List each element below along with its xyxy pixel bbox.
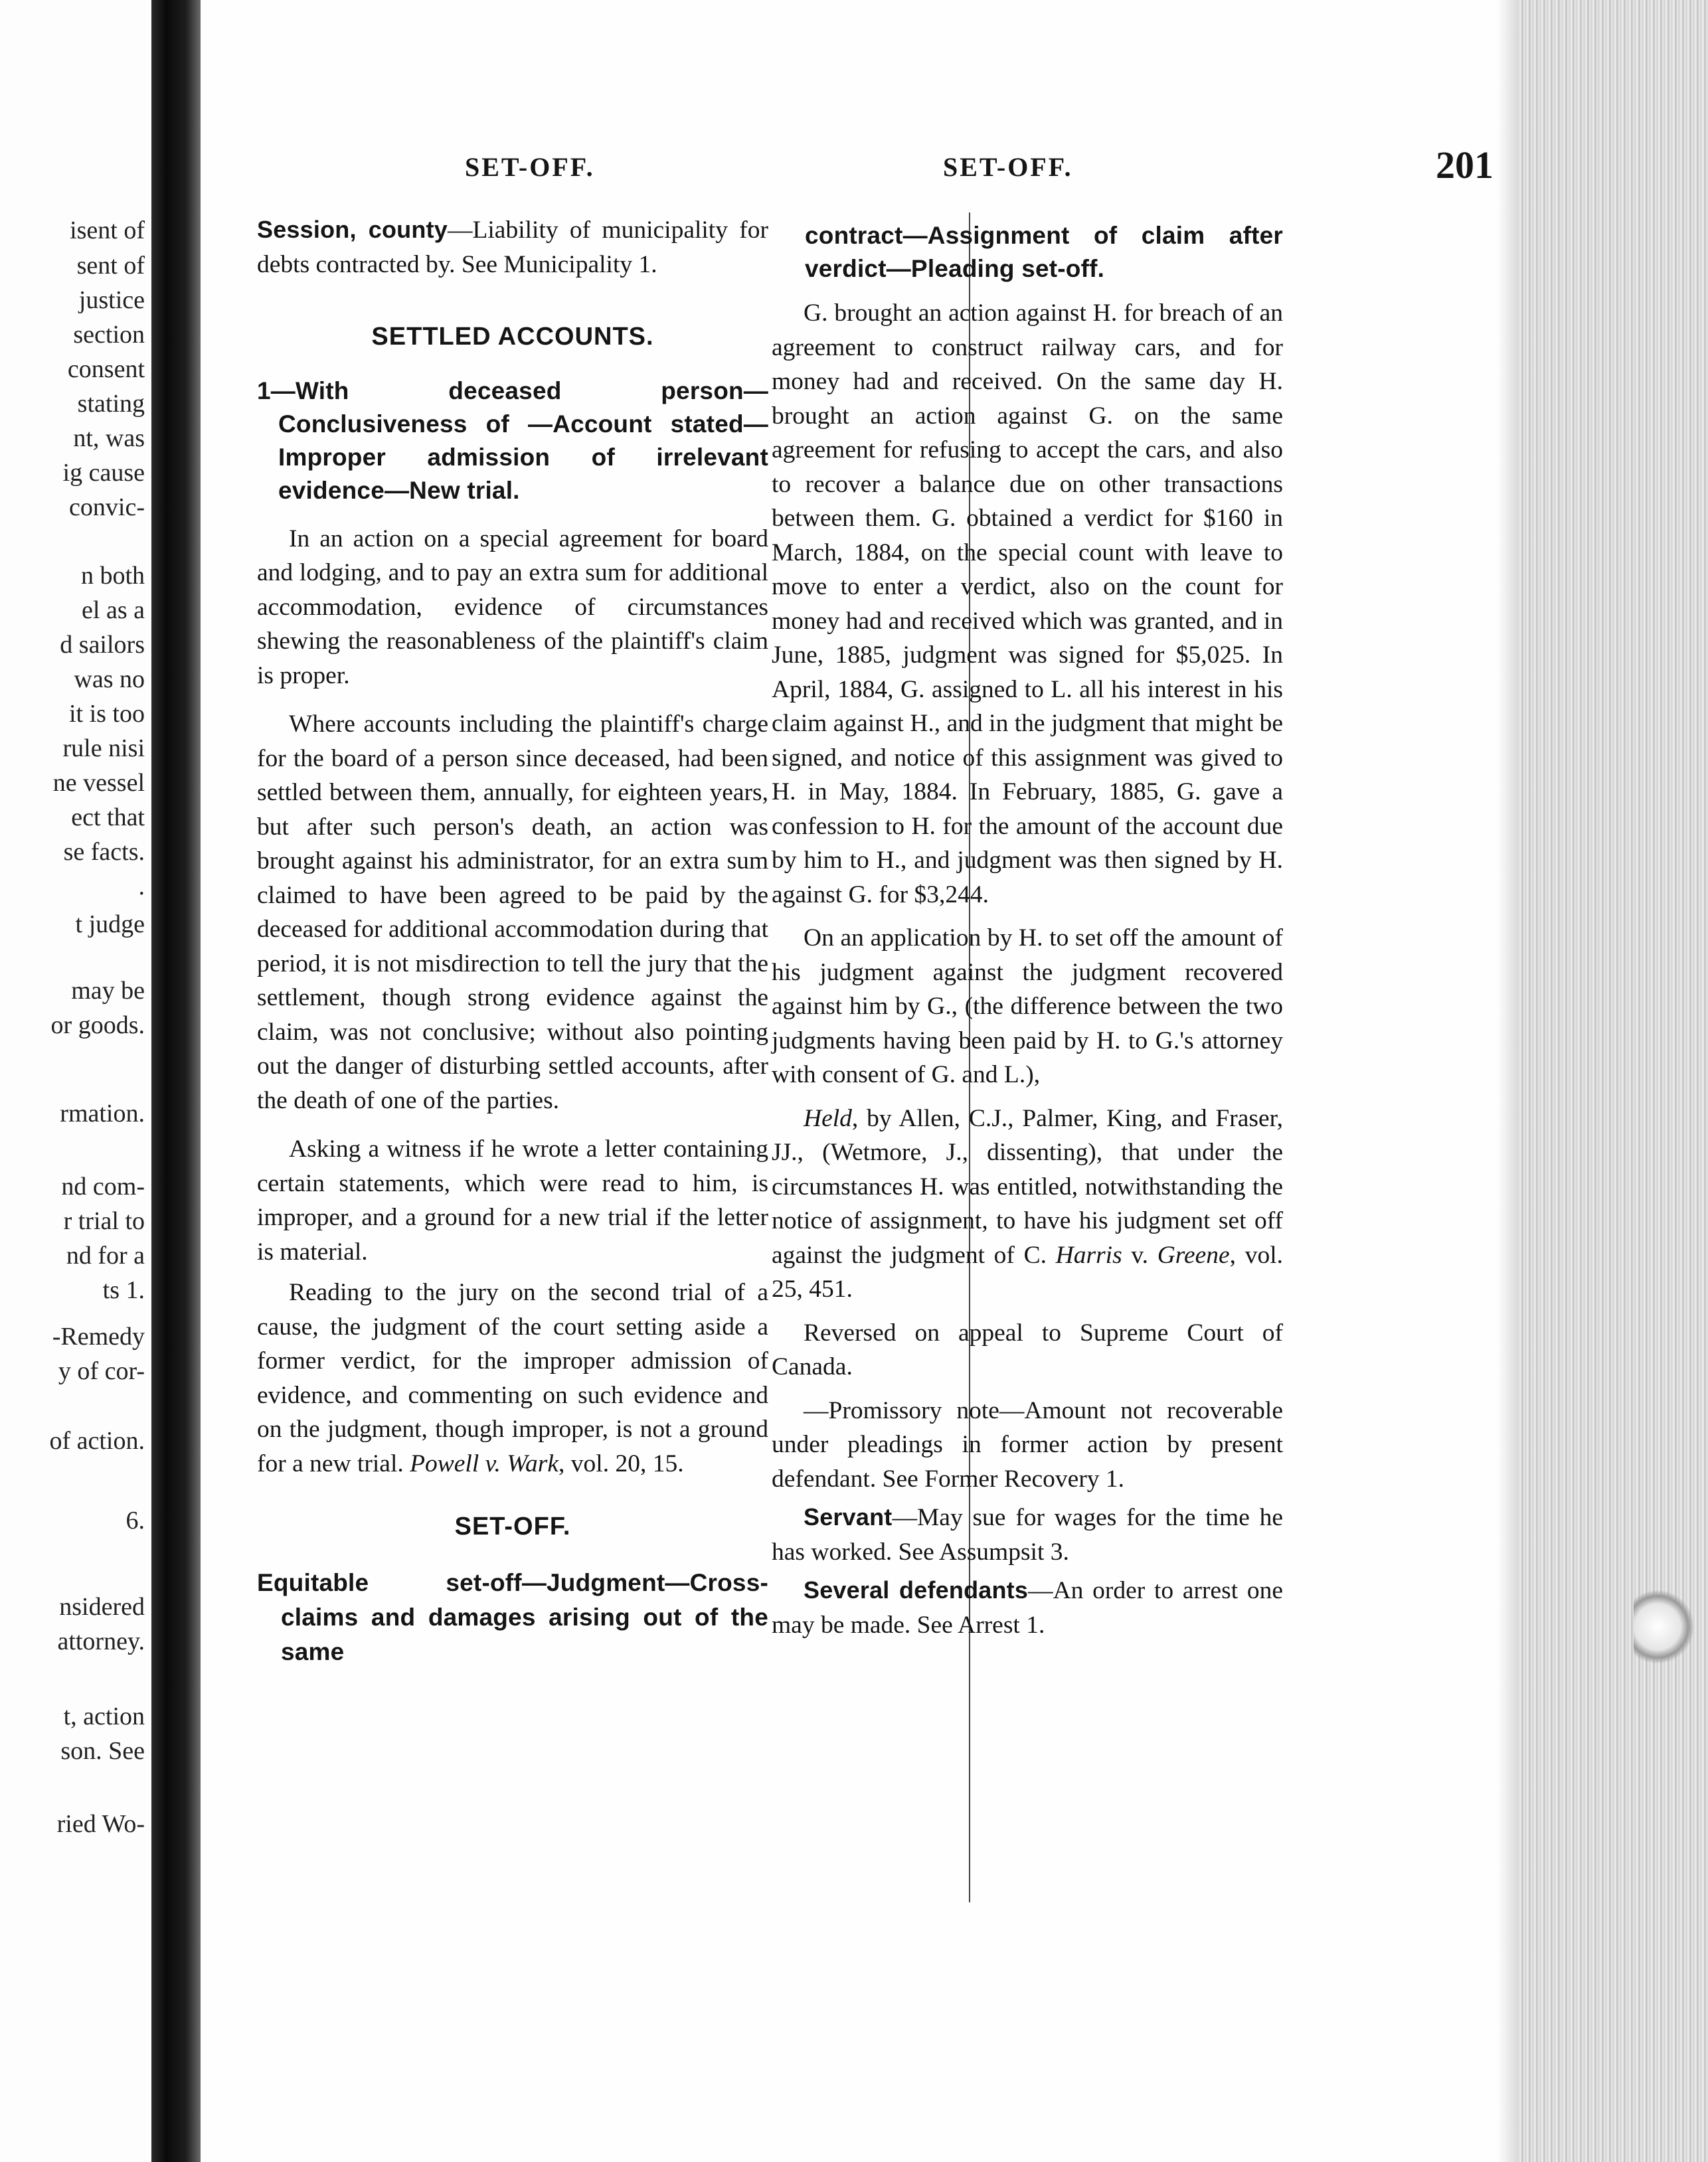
paragraph xyxy=(257,1276,768,1481)
previous-page-line: section xyxy=(73,321,145,349)
previous-page-line: ig cause xyxy=(62,459,145,487)
entry-keyword: Session, county xyxy=(257,216,448,243)
previous-page-line: t, action xyxy=(63,1703,145,1730)
previous-page-line: attorney. xyxy=(57,1627,145,1655)
previous-page-line: -Remedy xyxy=(52,1323,145,1351)
previous-page-line: t judge xyxy=(75,910,145,938)
previous-page-line: y of cor- xyxy=(58,1357,145,1385)
previous-page-line: consent xyxy=(67,355,145,383)
book-page-edges xyxy=(1519,0,1708,2162)
left-running-head: SET-OFF. xyxy=(465,152,595,182)
paragraph: On an application by H. to set off the amount of his judgment against the judgment recovered against him by G., (the difference between the two judgments having been paid by H. to G.'s attorney with consent of G. and L.), xyxy=(772,924,1283,1088)
servant-entry xyxy=(772,1500,1283,1569)
settled-accounts-heading: SETTLED ACCOUNTS. xyxy=(371,323,654,351)
previous-page-line: ried Wo- xyxy=(56,1810,145,1838)
previous-page-line: of action. xyxy=(49,1427,145,1455)
case-citation: Powell v. Wark xyxy=(410,1450,559,1477)
citation-volume: , vol. 20, 15. xyxy=(558,1450,684,1477)
previous-page-line: rmation. xyxy=(60,1100,145,1127)
previous-page-line: ne vessel xyxy=(52,769,145,797)
previous-page-line: nd com- xyxy=(61,1173,145,1201)
entry-text: —May sue for wages for the time he has worked. See Assumpsit 3. xyxy=(772,1504,1283,1566)
entry-text: —Liability of municipality for debts contracted by. See Municipality 1. xyxy=(257,216,768,278)
previous-page-line: . xyxy=(138,873,145,900)
entry-keyword: Several defendants xyxy=(804,1576,1029,1604)
paragraph: G. brought an action against H. for breach of an agreement to construct railway cars, and for money had and received. On the same day H. brought an action against G. on the same agreement for refusing to accept the cars, and also to recover a balance due on other transactions between them. G. obtained a verdict for $160 in March, 1884, on the special count with leave to move to enter a verdict, also on the count for money had and received which was granted, and in June, 1885, judgment was signed for $5,025. In April, 1884, G. assigned to L. all his interest in his claim against H., and in the judgment that might be signed, and notice of this assignment was gived to H. in May, 1884. In February, 1885, G. gave a confession to H. for the amount of the account due by him to H., and judgment was then signed by H. against G. for $3,244. xyxy=(772,299,1283,908)
case-party-2: Greene xyxy=(1157,1241,1230,1269)
right-column xyxy=(772,219,1283,1642)
previous-page-line: nd for a xyxy=(66,1242,145,1270)
paragraph: Asking a witness if he wrote a letter containing certain statements, which were read to him, is improper, and a ground for a new trial if the letter is material. xyxy=(257,1135,768,1266)
set-off-heading: SET-OFF. xyxy=(454,1513,571,1540)
previous-page-line: may be xyxy=(71,977,145,1005)
left-column xyxy=(257,212,768,1669)
previous-page-line: nt, was xyxy=(73,424,145,452)
continued-heading: contract—Assignment of claim after verdict—Pleading set-off. xyxy=(805,222,1283,282)
several-defendants-entry xyxy=(772,1573,1283,1642)
previous-page-line: isent of xyxy=(70,216,145,244)
held-label: Held xyxy=(804,1104,852,1132)
previous-page-line: nsidered xyxy=(59,1593,145,1621)
entry-keyword: Servant xyxy=(804,1503,893,1531)
previous-page-line: sent of xyxy=(76,252,145,280)
case-party-1: Harris xyxy=(1055,1241,1122,1269)
previous-page-line: ect that xyxy=(71,803,145,831)
previous-page-line: el as a xyxy=(82,596,145,624)
previous-page-line: was no xyxy=(74,665,145,693)
previous-page-line: r trial to xyxy=(63,1207,145,1235)
right-running-head: SET-OFF. xyxy=(943,152,1073,182)
previous-page-line: justice xyxy=(78,286,145,314)
previous-page-line: ts 1. xyxy=(102,1276,145,1304)
paragraph: In an action on a special agreement for board and lodging, and to pay an extra sum for additional accommodation, evidence of circumstances shewing the reasonableness of the plaintiff's claim is proper. xyxy=(257,525,768,689)
paragraph-text: Reading to the jury on the second trial of a cause, the judgment of the court setting aside a former verdict, for the improper admission of evidence, and commenting on such evidence and on the judgment, though improper, is not a ground for a new trial. xyxy=(257,1279,768,1477)
page-number: 201 xyxy=(1436,143,1494,187)
versus: v. xyxy=(1122,1241,1157,1269)
previous-page-line: it is too xyxy=(68,700,145,728)
previous-page-line: convic- xyxy=(69,493,145,521)
session-county-entry xyxy=(257,212,768,282)
previous-page-line: or goods. xyxy=(50,1011,145,1039)
torn-tab-mark xyxy=(1634,1590,1693,1663)
page-201 xyxy=(201,0,1519,2162)
paragraph: Reversed on appeal to Supreme Court of Canada. xyxy=(772,1319,1283,1380)
equitable-set-off-heading: Equitable set-off—Judgment—Cross-claims and damages arising out of the same xyxy=(257,1568,768,1665)
entry-text: —An order to arrest one may be made. See Arrest 1. xyxy=(772,1577,1283,1639)
previous-page-fragment xyxy=(0,0,151,2162)
previous-page-line: se facts. xyxy=(63,838,145,866)
paragraph: —Promissory note—Amount not recoverable under pleadings in former action by present defendant. See Former Recovery 1. xyxy=(772,1396,1283,1493)
previous-page-line: son. See xyxy=(60,1737,145,1765)
paragraph xyxy=(772,1102,1283,1307)
previous-page-line: stating xyxy=(77,390,145,418)
paragraph-text: , by Allen, C.J., Palmer, King, and Fraser, JJ., (Wetmore, J., dissenting), that under the circumstances H. was entitled, notwithstanding the notice of assignment, to have his judgment set off against the judgment of C. xyxy=(772,1104,1283,1269)
paragraph: Where accounts including the plaintiff's charge for the board of a person since deceased, had been settled between them, annually, for eighteen years, but after such person's death, an action was brought against his administrator, for an extra sum claimed to have been agreed to be paid by the deceased for additional accommodation during that period, it is not misdirection to tell the jury that the settlement, though strong evidence against the claim, was not conclusive; without also pointing out the danger of disturbing settled accounts, after the death of one of the parties. xyxy=(257,710,768,1114)
previous-page-line: d sailors xyxy=(60,631,145,659)
book-gutter xyxy=(151,0,201,2162)
previous-page-line: 6. xyxy=(126,1507,145,1535)
previous-page-line: n both xyxy=(80,562,145,590)
previous-page-line: rule nisi xyxy=(62,734,145,762)
case-1-heading: 1—With deceased person—Conclusiveness of —Account stated—Improper admission of irrelevant evidence—New trial. xyxy=(257,376,768,504)
citation-volume: , vol. 25, 451. xyxy=(772,1241,1284,1303)
